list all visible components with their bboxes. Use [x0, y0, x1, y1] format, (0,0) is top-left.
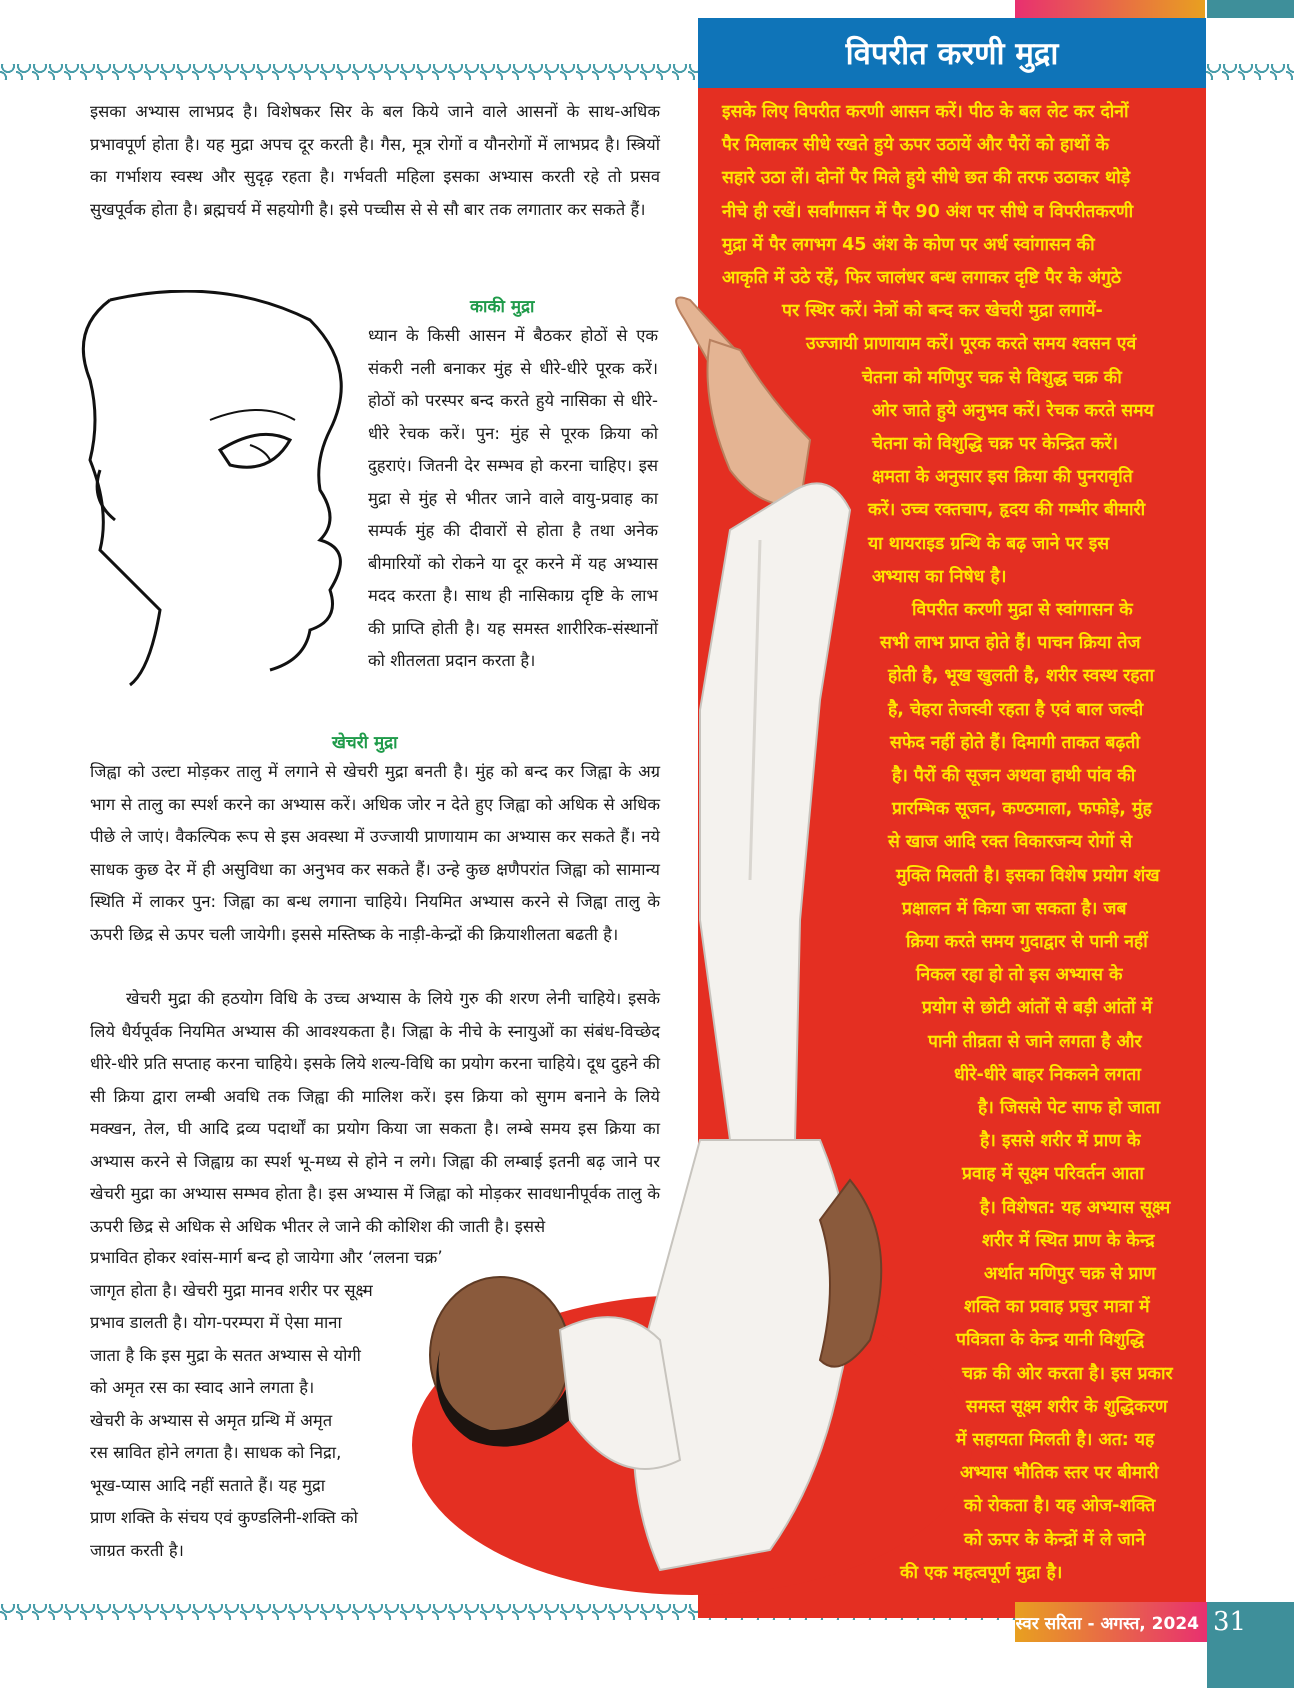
red-panel-line: प्रक्षालन में किया जा सकता है। जब [902, 898, 1127, 919]
kaki-mudra-text: ध्यान के किसी आसन में बैठकर होठों से एक संकरी नली बनाकर मुंह से धीरे-धीरे पूरक करें। होठों को परस्पर बन्द करते हुये नासिका से धीरे-धीरे रेचक करें। पुन: मुंह से पूरक क्रिया को दुहराएं। जितनी देर सम्भव हो करना चाहिए। इस मुद्रा से मुंह से भीतर जाने वाले वायु-प्रवाह का सम्पर्क मुंह की दीवारों से होता है तथा अनेक बीमारियों को रोकने या दूर करने में यह अभ्यास मदद करता है। साथ ही नासिकाग्र दृष्टि के लाभ की प्राप्ति होती है। यह समस्त शारीरिक-संस्थानों को शीतलता प्रदान करता है। [368, 326, 658, 670]
red-panel-line: सहारे उठा लें। दोनों पैर मिले हुये सीधे छत की तरफ उठाकर थोड़े [722, 168, 1131, 189]
text-line: प्रभाव डालती है। योग-परम्परा में ऐसा माना [90, 1313, 342, 1332]
kaki-mudra-heading: काकी मुद्रा [470, 297, 535, 317]
red-panel-line: धीरे-धीरे बाहर निकलने लगता [954, 1064, 1141, 1085]
red-panel-line: मुद्रा में पैर लगभग 45 अंश के कोण पर अर्ध स्वांगासन की [722, 234, 1095, 255]
red-panel-line: मुक्ति मिलती है। इसका विशेष प्रयोग शंख [896, 865, 1160, 886]
red-panel-line: शक्ति का प्रवाह प्रचुर मात्रा में [964, 1297, 1150, 1318]
red-panel-line: अभ्यास भौतिक स्तर पर बीमारी [960, 1463, 1159, 1484]
red-panel-line: प्रारम्भिक सूजन, कण्ठमाला, फफोड़े, मुंह [892, 799, 1152, 820]
red-panel-line: चेतना को मणिपुर चक्र से विशुद्ध चक्र की [862, 367, 1122, 388]
red-panel-line: होती है, भूख खुलती है, शरीर स्वस्थ रहता [888, 666, 1155, 687]
red-panel-line: निकल रहा हो तो इस अभ्यास के [916, 965, 1123, 986]
khechari-para-1: जिह्वा को उल्टा मोड़कर तालु में लगाने से खेचरी मुद्रा बनती है। मुंह को बन्द कर जिह्वा के अग्र भाग से तालु का स्पर्श करने का अभ्यास करें। अधिक जोर न देते हुए जिह्वा को अधिक से अधिक पीछे ले जाएं। वैकल्पिक रूप से इस अवस्था में उज्जायी प्राणायाम का अभ्यास कर सकते हैं। नये साधक कुछ देर में ही असुविधा का अनुभव कर सकते हैं। उन्हे कुछ क्षणैपरांत जिह्वा को सामान्य स्थिति में लाकर पुन: जिह्वा का बन्ध लगाना चाहिये। नियमित अभ्यास करने से जिह्वा तालु के ऊपरी छिद्र से ऊपर चली जायेगी। इससे मस्तिष्क के नाड़ी-केन्द्रों की क्रियाशीलता बढती है। [90, 762, 660, 944]
red-panel-line: अभ्यास का निषेध है। [872, 566, 1007, 587]
red-panel-line: क्षमता के अनुसार इस क्रिया की पुनरावृति [872, 467, 1133, 488]
wave-border-top-left [0, 64, 698, 80]
red-panel-line: की एक महत्वपूर्ण मुद्रा है। [900, 1562, 1063, 1583]
red-panel-line: पानी तीव्रता से जाने लगता है और [928, 1031, 1142, 1052]
red-panel-line: में सहायता मिलती है। अत: यह [956, 1430, 1155, 1450]
red-panel-line: से खाज आदि रक्त विकारजन्य रोगों से [888, 832, 1133, 853]
red-panel-line: है। इससे शरीर में प्राण के [980, 1131, 1141, 1152]
kaki-mudra-face-sketch [70, 290, 360, 690]
red-panel-line: उज्जायी प्राणायाम करें। पूरक करते समय श्वसन एवं [806, 334, 1137, 355]
red-panel-line: समस्त सूक्ष्म शरीर के शुद्धिकरण [966, 1396, 1168, 1417]
red-panel-line: नीचे ही रखें। सर्वांगासन में पैर 90 अंश पर सीधे व विपरीतकरणी [722, 201, 1134, 222]
red-panel-line: को ऊपर के केन्द्रों में ले जाने [964, 1529, 1146, 1550]
red-panel-line: है। जिससे पेट साफ हो जाता [978, 1098, 1161, 1118]
text-line: भूख-प्यास आदि नहीं सताते हैं। यह मुद्रा [90, 1475, 326, 1495]
red-panel-line: चक्र की ओर करता है। इस प्रकार [962, 1363, 1173, 1384]
red-panel-line: शरीर में स्थित प्राण के केन्द्र [982, 1230, 1155, 1251]
page-title: विपरीत करणी मुद्रा [698, 18, 1206, 88]
red-panel-line: क्रिया करते समय गुदाद्वार से पानी नहीं [906, 932, 1148, 952]
text-line: प्रभावित होकर श्वांस-मार्ग बन्द हो जायेगा और ‘ललना चक्र’ [90, 1248, 443, 1267]
red-panel-line: सफेद नहीं होते हैं। दिमागी ताकत बढ़ती [890, 732, 1140, 753]
teal-corner [1207, 1642, 1294, 1688]
red-panel-line: प्रवाह में सूक्ष्म परिवर्तन आता [962, 1164, 1144, 1185]
footer-magazine: स्वर सरिता - अगस्त, 2024 [1015, 1602, 1207, 1642]
red-panel-line: चेतना को विशुद्धि चक्र पर केन्द्रित करें। [872, 434, 1119, 454]
top-stripe-magenta [1015, 0, 1205, 18]
khechari-para-2-tail [90, 1242, 443, 1567]
red-panel-line: सभी लाभ प्राप्त होते हैं। पाचन क्रिया तेज [880, 633, 1141, 654]
red-panel-line: इसके लिए विपरीत करणी आसन करें। पीठ के बल लेट कर दोनों [722, 102, 1129, 122]
khechari-mudra-heading: खेचरी मुद्रा [332, 733, 398, 753]
red-panel-line: ओर जाते हुये अनुभव करें। रेचक करते समय [872, 400, 1154, 421]
page-number: 31 [1207, 1602, 1294, 1642]
red-panel-line: पर स्थिर करें। नेत्रों को बन्द कर खेचरी मुद्रा लगायें- [782, 301, 1103, 322]
red-panel-line: को रोकता है। यह ओज-शक्ति [964, 1496, 1156, 1517]
red-panel-line: पैर मिलाकर सीधे रखते हुये ऊपर उठायें और पैरों को हाथों के [722, 135, 1110, 156]
red-panel-line: है, चेहरा तेजस्वी रहता है एवं बाल जल्दी [888, 699, 1144, 720]
red-panel-line: है। विशेषत: यह अभ्यास सूक्ष्म [980, 1197, 1171, 1218]
red-panel-line: प्रयोग से छोटी आंतों से बड़ी आंतों में [922, 998, 1153, 1019]
red-panel-line: आकृति में उठे रहें, फिर जालंधर बन्ध लगाकर दृष्टि पैर के अंगुठे [722, 268, 1122, 288]
red-panel-line: अर्थात मणिपुर चक्र से प्राण [984, 1264, 1156, 1284]
text-line: प्राण शक्ति के संचय एवं कुण्डलिनी-शक्ति को [90, 1508, 358, 1527]
red-panel-line: है। पैरों की सूजन अथवा हाथी पांव की [892, 766, 1136, 786]
red-panel-line: या थायराइड ग्रन्थि के बढ़ जाने पर इस [868, 533, 1110, 554]
top-stripe-teal [1207, 0, 1294, 18]
text-line: जाग्रत करती है। [90, 1540, 184, 1560]
text-line: को अमृत रस का स्वाद आने लगता है। [90, 1378, 315, 1397]
intro-paragraph: इसका अभ्यास लाभप्रद है। विशेषकर सिर के बल किये जाने वाले आसनों के साथ-अधिक प्रभावपूर्ण होता है। यह मुद्रा अपच दूर करती है। गैस, मूत्र रोगों व यौनरोगों में लाभप्रद है। स्त्रियों का गर्भाशय स्वस्थ और सुदृढ़ रहता है। गर्भवती महिला इसका अभ्यास करती रहे तो प्रसव सुखपूर्वक होता है। ब्रह्मचर्य में सहयोगी है। इसे पच्चीस से से सौ बार तक लगातार कर सकते हैं। [90, 102, 660, 219]
red-panel-line: पवित्रता के केन्द्र यानी विशुद्धि [956, 1330, 1144, 1351]
text-line: खेचरी के अभ्यास से अमृत ग्रन्थि में अमृत [90, 1410, 333, 1430]
wave-border-top-right [1206, 64, 1294, 80]
text-line: जागृत होता है। खेचरी मुद्रा मानव शरीर पर सूक्ष्म [90, 1280, 373, 1300]
red-panel-line: करें। उच्च रक्तचाप, हृदय की गम्भीर बीमारी [868, 500, 1146, 521]
khechari-para-2: खेचरी मुद्रा की हठयोग विधि के उच्च अभ्यास के लिये गुरु की शरण लेनी चाहिये। इसके लिये धैर्यपूर्वक नियमित अभ्यास की आवश्यकता है। जिह्वा के नीचे के स्नायुओं का संबंध-विच्छेद धीरे-धीरे प्रति सप्ताह करना चाहिये। इसके लिये शल्य-विधि का प्रयोग करना चाहिये। दूध दुहने की सी क्रिया द्वारा लम्बी अवधि तक जिह्वा की मालिश करें। इस क्रिया को सुगम बनाने के लिये मक्खन, तेल, घी आदि द्रव्य पदार्थों का प्रयोग किया जा सकता है। लम्बे समय इस क्रिया का अभ्यास करने से जिह्वाग्र का स्पर्श भू-मध्य से होने न लगे। जिह्वा की लम्बाई इतनी बढ़ जाने पर खेचरी मुद्रा का अभ्यास सम्भव होता है। इस अभ्यास में जिह्वा को मोड़कर सावधानीपूर्वक तालु के ऊपरी छिद्र से अधिक से अधिक भीतर ले जाने की कोशिश की जाती है। इससे [90, 989, 660, 1236]
text-line: रस स्रावित होने लगता है। साधक को निद्रा, [90, 1443, 342, 1462]
red-panel-line: विपरीत करणी मुद्रा से स्वांगासन के [912, 600, 1133, 620]
text-line: जाता है कि इस मुद्रा के सतत अभ्यास से योगी [90, 1345, 361, 1365]
